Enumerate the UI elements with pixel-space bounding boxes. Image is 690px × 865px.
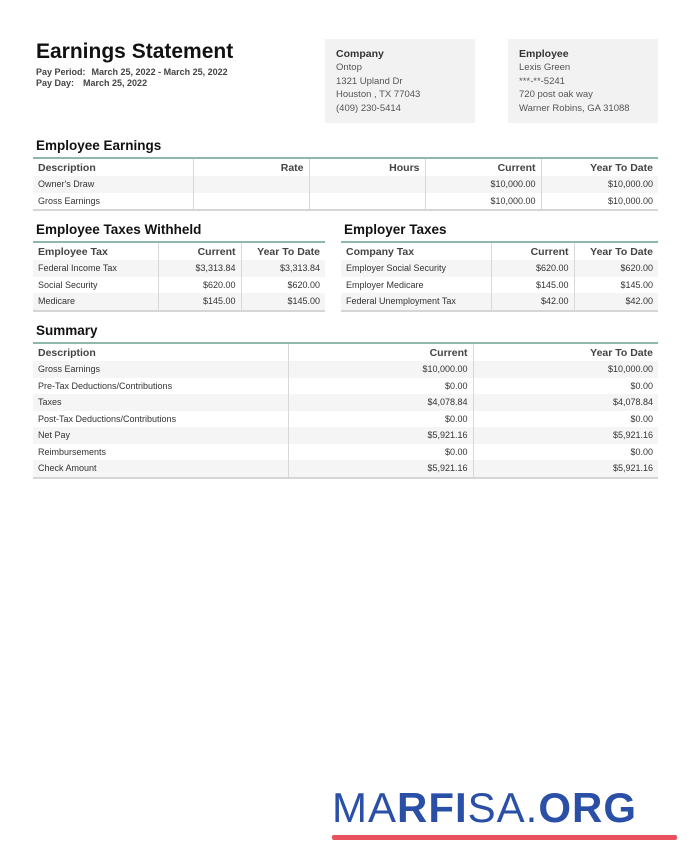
column-header: Current <box>288 343 473 361</box>
pay-period-value: March 25, 2022 - March 25, 2022 <box>91 67 228 77</box>
cell-ytd: $145.00 <box>574 277 658 294</box>
pay-period <box>36 67 228 77</box>
table-header-row <box>33 343 658 361</box>
column-header: Description <box>38 161 96 174</box>
cell-ytd: $620.00 <box>241 277 325 294</box>
employee-name: Lexis Green <box>519 62 571 73</box>
cell-ytd: $0.00 <box>473 444 658 461</box>
table-row <box>341 277 658 294</box>
logo-part-3: SA. <box>467 784 539 831</box>
pay-period-label: Pay Period: <box>36 67 86 77</box>
cell-rate <box>193 176 309 193</box>
logo-part-2: RFI <box>397 784 468 831</box>
employee-info-box <box>508 39 658 123</box>
column-header: Company Tax <box>346 245 415 258</box>
cell-current: $42.00 <box>491 293 574 311</box>
cell-current: $145.00 <box>158 293 241 311</box>
column-header: Year To Date <box>541 158 658 176</box>
cell-description: Gross Earnings <box>38 364 101 375</box>
column-header: Year To Date <box>241 242 325 260</box>
cell-hours <box>309 176 425 193</box>
table-header-row <box>33 242 325 260</box>
company-address-line2: Houston , TX 77043 <box>336 89 421 100</box>
cell-ytd: $5,921.16 <box>473 460 658 478</box>
earnings-table <box>33 157 658 211</box>
cell-current: $145.00 <box>491 277 574 294</box>
cell-current: $10,000.00 <box>425 193 541 211</box>
cell-tax-name: Federal Income Tax <box>38 263 117 274</box>
table-row <box>33 378 658 395</box>
cell-current: $4,078.84 <box>288 394 473 411</box>
column-header: Hours <box>309 158 425 176</box>
logo-part-4: ORG <box>538 784 638 831</box>
cell-ytd: $620.00 <box>574 260 658 277</box>
employee-address-line2: Warner Robins, GA 31088 <box>519 102 630 114</box>
column-header: Rate <box>193 158 309 176</box>
cell-current: $0.00 <box>288 411 473 428</box>
company-info-box <box>325 39 475 123</box>
summary-table <box>33 342 658 479</box>
company-phone: (409) 230-5414 <box>336 102 401 114</box>
employer-taxes-title: Employer Taxes <box>344 222 447 237</box>
watermark-logo <box>332 786 637 830</box>
logo-part-1: MA <box>332 784 397 831</box>
cell-current: $0.00 <box>288 444 473 461</box>
cell-tax-name: Social Security <box>38 279 98 290</box>
cell-tax-name: Employer Social Security <box>346 263 447 274</box>
cell-tax-name: Medicare <box>38 296 76 307</box>
table-row <box>33 394 658 411</box>
table-row <box>33 193 658 211</box>
cell-description: Reimbursements <box>38 446 107 457</box>
employee-ssn: ***-**-5241 <box>519 75 565 87</box>
column-header: Description <box>38 346 96 359</box>
column-header: Current <box>158 242 241 260</box>
column-header: Year To Date <box>574 242 658 260</box>
pay-day-value: March 25, 2022 <box>83 78 148 88</box>
pay-day-label: Pay Day: <box>36 78 75 88</box>
table-row <box>341 293 658 311</box>
table-row <box>33 277 325 294</box>
column-header: Current <box>425 158 541 176</box>
cell-hours <box>309 193 425 211</box>
cell-tax-name: Employer Medicare <box>346 279 424 290</box>
company-heading: Company <box>336 48 384 60</box>
cell-current: $620.00 <box>158 277 241 294</box>
table-header-row <box>33 158 658 176</box>
cell-description: Net Pay <box>38 430 71 441</box>
cell-ytd: $145.00 <box>241 293 325 311</box>
employee-taxes-table <box>33 241 325 312</box>
table-row <box>33 444 658 461</box>
column-header: Employee Tax <box>38 245 108 258</box>
earnings-title: Employee Earnings <box>36 138 162 153</box>
table-row <box>341 260 658 277</box>
column-header: Current <box>491 242 574 260</box>
employee-heading: Employee <box>519 48 569 60</box>
cell-ytd: $10,000.00 <box>541 176 658 193</box>
cell-current: $3,313.84 <box>158 260 241 277</box>
company-name: Ontop <box>336 62 362 73</box>
cell-ytd: $0.00 <box>473 378 658 395</box>
cell-ytd: $10,000.00 <box>541 193 658 211</box>
company-address-line1: 1321 Upland Dr <box>336 75 403 87</box>
column-header: Year To Date <box>473 343 658 361</box>
table-row <box>33 427 658 444</box>
cell-ytd: $10,000.00 <box>473 361 658 378</box>
cell-ytd: $4,078.84 <box>473 394 658 411</box>
table-row <box>33 460 658 478</box>
table-row <box>33 361 658 378</box>
table-row <box>33 176 658 193</box>
employee-taxes-title: Employee Taxes Withheld <box>36 222 202 237</box>
table-header-row <box>341 242 658 260</box>
table-row <box>33 260 325 277</box>
cell-current: $0.00 <box>288 378 473 395</box>
cell-description: Check Amount <box>38 463 97 474</box>
cell-current: $10,000.00 <box>288 361 473 378</box>
cell-rate <box>193 193 309 211</box>
cell-description: Gross Earnings <box>38 195 101 206</box>
cell-current: $5,921.16 <box>288 460 473 478</box>
cell-tax-name: Federal Unemployment Tax <box>346 296 456 307</box>
cell-ytd: $42.00 <box>574 293 658 311</box>
page-title: Earnings Statement <box>36 40 234 63</box>
employer-taxes-table <box>341 241 658 312</box>
logo-underline <box>332 835 677 840</box>
cell-description: Post-Tax Deductions/Contributions <box>38 413 177 424</box>
employee-address-line1: 720 post oak way <box>519 89 593 100</box>
table-row <box>33 293 325 311</box>
table-row <box>33 411 658 428</box>
cell-description: Owner's Draw <box>38 179 95 190</box>
cell-ytd: $0.00 <box>473 411 658 428</box>
cell-description: Pre-Tax Deductions/Contributions <box>38 380 173 391</box>
cell-current: $10,000.00 <box>425 176 541 193</box>
cell-ytd: $3,313.84 <box>241 260 325 277</box>
cell-description: Taxes <box>38 397 62 408</box>
summary-title: Summary <box>36 323 98 338</box>
cell-current: $620.00 <box>491 260 574 277</box>
cell-ytd: $5,921.16 <box>473 427 658 444</box>
cell-current: $5,921.16 <box>288 427 473 444</box>
pay-day <box>36 78 147 88</box>
